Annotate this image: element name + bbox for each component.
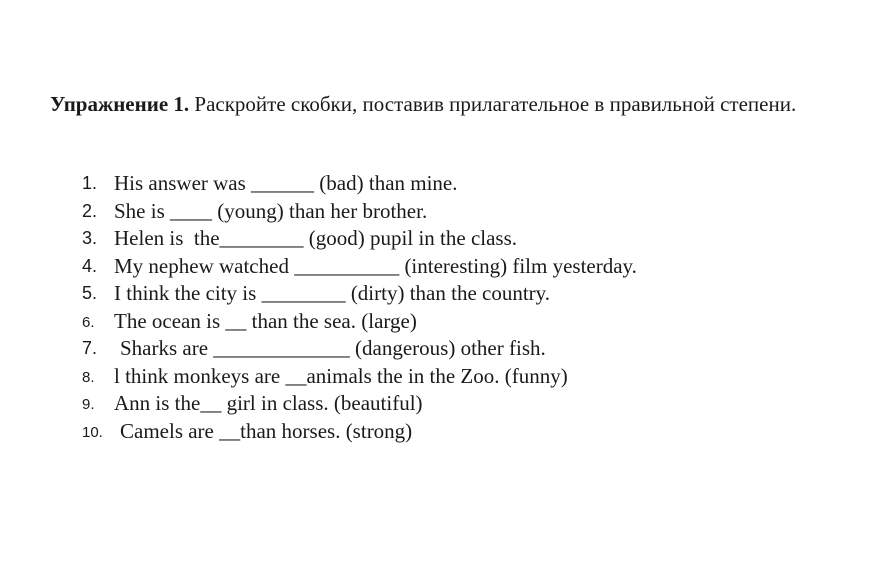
exercise-instructions: Раскройте скобки, поставив прилагательное в правильной степени. <box>189 92 797 116</box>
list-item <box>50 390 850 418</box>
list-item <box>50 418 850 446</box>
list-item <box>50 280 850 308</box>
item-number: 5. <box>82 283 98 303</box>
list-item <box>50 198 850 226</box>
item-text: His answer was ______ (bad) than mine. <box>114 171 458 195</box>
list-item <box>50 308 850 336</box>
item-number: 7. <box>82 338 98 358</box>
exercise-heading <box>50 90 855 118</box>
item-text: l think monkeys are __animals the in the Zoo. (funny) <box>114 363 568 388</box>
exercise-title-bold: Упражнение 1. <box>50 92 190 116</box>
item-number: 8. <box>82 368 95 386</box>
list-item <box>50 170 850 198</box>
item-text: The ocean is __ than the sea. (large) <box>114 308 417 333</box>
item-text: I think the city is ________ (dirty) than the country. <box>114 281 551 305</box>
item-number: 4. <box>82 255 98 276</box>
item-number: 6. <box>82 313 95 331</box>
list-item <box>50 335 850 363</box>
item-text: Helen is the________ (good) pupil in the class. <box>114 226 518 250</box>
item-text: Sharks are _____________ (dangerous) other fish. <box>120 336 546 360</box>
item-number: 2. <box>82 200 98 221</box>
list-item <box>50 225 850 253</box>
list-item <box>50 253 850 281</box>
item-number: 1. <box>82 173 98 193</box>
item-number: 3. <box>82 228 98 248</box>
list-item <box>50 363 850 391</box>
item-number: 10. <box>82 423 103 441</box>
item-text: Camels are __than horses. (strong) <box>120 418 413 443</box>
item-text: My nephew watched __________ (interesting) film yesterday. <box>114 253 637 278</box>
item-number: 9. <box>82 396 95 413</box>
item-text: She is ____ (young) than her brother. <box>114 198 428 223</box>
item-text: Ann is the__ girl in class. (beautiful) <box>114 391 423 415</box>
exercise-list <box>50 170 850 445</box>
